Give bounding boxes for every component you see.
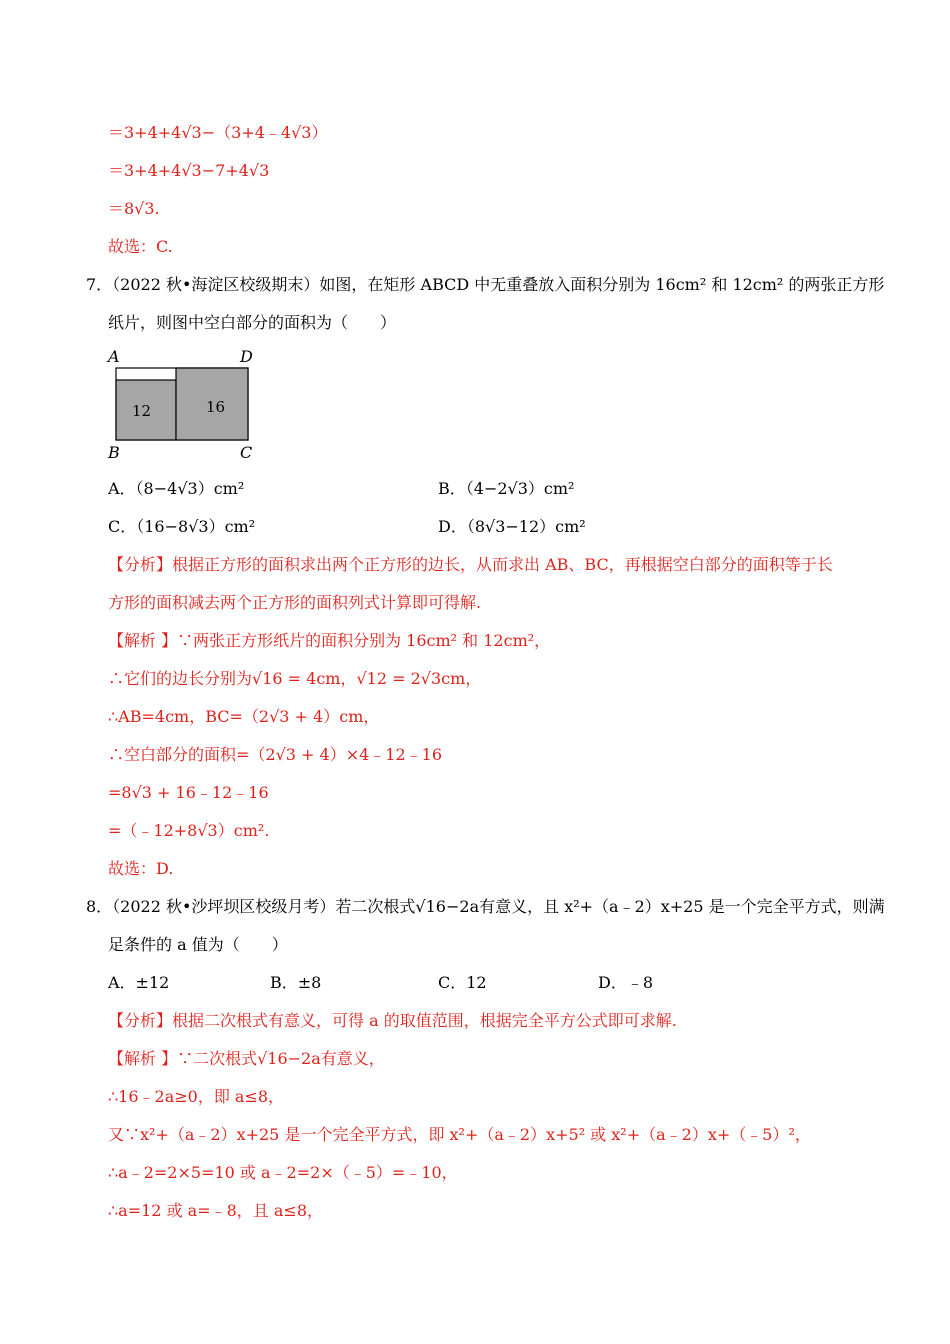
answer-line: 故选：D. <box>108 859 174 878</box>
large-square-label: 16 <box>206 398 226 416</box>
option-A: A．±12 <box>108 973 170 992</box>
solution-line: ＝8√3. <box>108 199 160 218</box>
option-A: A．（8−4√3）cm² <box>108 479 245 498</box>
option-C: C．12 <box>438 973 487 992</box>
analysis-line: 【分析】根据正方形的面积求出两个正方形的边长，从而求出 AB、BC，再根据空白部分的面积等于长 <box>108 555 833 574</box>
small-square-label: 12 <box>132 402 152 420</box>
answer-line: 故选：C. <box>108 237 173 256</box>
solution-line: 【解析 】∵两张正方形纸片的面积分别为 16cm² 和 12cm²， <box>108 631 551 650</box>
solution-line: ＝3+4+4√3−（3+4﹣4√3） <box>108 123 328 142</box>
question-7-stem-cont: 纸片，则图中空白部分的面积为（ ） <box>108 313 397 332</box>
label-D: D <box>240 347 253 366</box>
solution-line: =（﹣12+8√3）cm². <box>108 821 270 840</box>
option-C: C．（16−8√3）cm² <box>108 517 256 536</box>
question-8-stem: 8．（2022 秋•沙坪坝区校级月考）若二次根式√16−2a有意义，且 x²+（a﹣2）x+25 是一个完全平方式，则满 <box>86 897 885 916</box>
question-7-stem: 7．（2022 秋•海淀区校级期末）如图，在矩形 ABCD 中无重叠放入面积分别为 16cm² 和 12cm² 的两张正方形 <box>86 275 885 294</box>
solution-line: ＝3+4+4√3−7+4√3 <box>108 161 270 180</box>
analysis-line: 方形的面积减去两个正方形的面积列式计算即可得解. <box>108 593 482 612</box>
solution-line: ∴空白部分的面积=（2√3 + 4）×4﹣12﹣16 <box>108 745 443 764</box>
option-B: B．（4−2√3）cm² <box>438 479 575 498</box>
solution-line: ∴它们的边长分别为√16 = 4cm，√12 = 2√3cm， <box>108 669 482 688</box>
label-B: B <box>108 443 120 462</box>
label-A: A <box>108 347 120 366</box>
solution-line: ∴16﹣2a≥0，即 a≤8， <box>108 1087 285 1106</box>
solution-line: ∴AB=4cm，BC=（2√3 + 4）cm， <box>108 707 380 726</box>
solution-line: 【解析 】∵二次根式√16−2a有意义， <box>108 1049 385 1068</box>
rectangle-figure <box>104 346 264 464</box>
solution-line: =8√3 + 16﹣12﹣16 <box>108 783 269 802</box>
solution-line: ∴a=12 或 a=﹣8，且 a≤8， <box>108 1201 323 1220</box>
option-D: D．﹣8 <box>598 973 654 992</box>
question-8-stem-cont: 足条件的 a 值为（ ） <box>108 935 288 954</box>
option-D: D．（8√3−12）cm² <box>438 517 586 536</box>
option-B: B．±8 <box>270 973 322 992</box>
label-C: C <box>240 443 253 462</box>
solution-line: 又∵x²+（a﹣2）x+25 是一个完全平方式，即 x²+（a﹣2）x+5² 或 x²+（a﹣2）x+（﹣5）²， <box>108 1125 811 1144</box>
solution-line: ∴a﹣2=2×5=10 或 a﹣2=2×（﹣5）=﹣10， <box>108 1163 458 1182</box>
analysis-line: 【分析】根据二次根式有意义，可得 a 的取值范围，根据完全平方公式即可求解. <box>108 1011 677 1030</box>
